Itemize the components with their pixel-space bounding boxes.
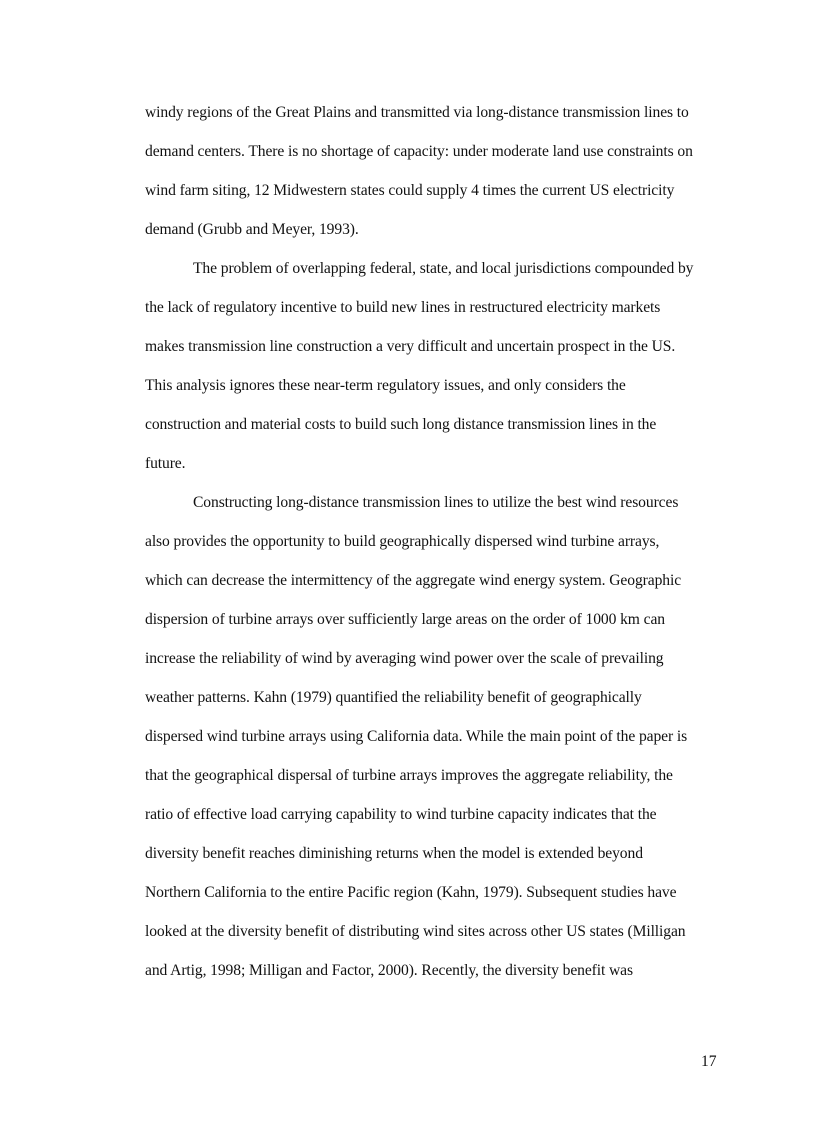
text-line: ratio of effective load carrying capability to wind turbine capacity indicates that the	[145, 806, 657, 823]
text-line: makes transmission line construction a very difficult and uncertain prospect in the US.	[145, 338, 676, 355]
text-line: windy regions of the Great Plains and transmitted via long-distance transmission lines to	[145, 104, 689, 121]
text-line: and Artig, 1998; Milligan and Factor, 2000). Recently, the diversity benefit was	[145, 962, 633, 979]
text-line: demand centers. There is no shortage of capacity: under moderate land use constraints on	[145, 143, 693, 160]
text-line: Northern California to the entire Pacific region (Kahn, 1979). Subsequent studies have	[145, 884, 677, 901]
text-line: This analysis ignores these near-term regulatory issues, and only considers the	[145, 377, 626, 394]
text-line: weather patterns. Kahn (1979) quantified the reliability benefit of geographically	[145, 689, 642, 706]
page-number: 17	[701, 1053, 717, 1070]
text-line: construction and material costs to build such long distance transmission lines in the	[145, 416, 657, 433]
text-line: that the geographical dispersal of turbine arrays improves the aggregate reliability, the	[145, 767, 673, 784]
text-line: which can decrease the intermittency of the aggregate wind energy system. Geographic	[145, 572, 682, 589]
text-line: dispersion of turbine arrays over sufficiently large areas on the order of 1000 km can	[145, 611, 665, 628]
text-line: increase the reliability of wind by averaging wind power over the scale of prevailing	[145, 650, 664, 667]
text-line: the lack of regulatory incentive to build new lines in restructured electricity markets	[145, 299, 661, 316]
text-line: demand (Grubb and Meyer, 1993).	[145, 221, 359, 238]
paragraph-start-line: Constructing long-distance transmission lines to utilize the best wind resources	[193, 494, 679, 511]
paragraph-start-line: The problem of overlapping federal, state, and local jurisdictions compounded by	[193, 260, 694, 277]
text-line: wind farm siting, 12 Midwestern states could supply 4 times the current US electricity	[145, 182, 675, 199]
text-line: looked at the diversity benefit of distributing wind sites across other US states (Milligan	[145, 923, 686, 940]
text-line: also provides the opportunity to build geographically dispersed wind turbine arrays,	[145, 533, 660, 550]
text-line: future.	[145, 455, 186, 472]
text-line: dispersed wind turbine arrays using California data. While the main point of the paper is	[145, 728, 688, 745]
text-line: diversity benefit reaches diminishing returns when the model is extended beyond	[145, 845, 643, 862]
